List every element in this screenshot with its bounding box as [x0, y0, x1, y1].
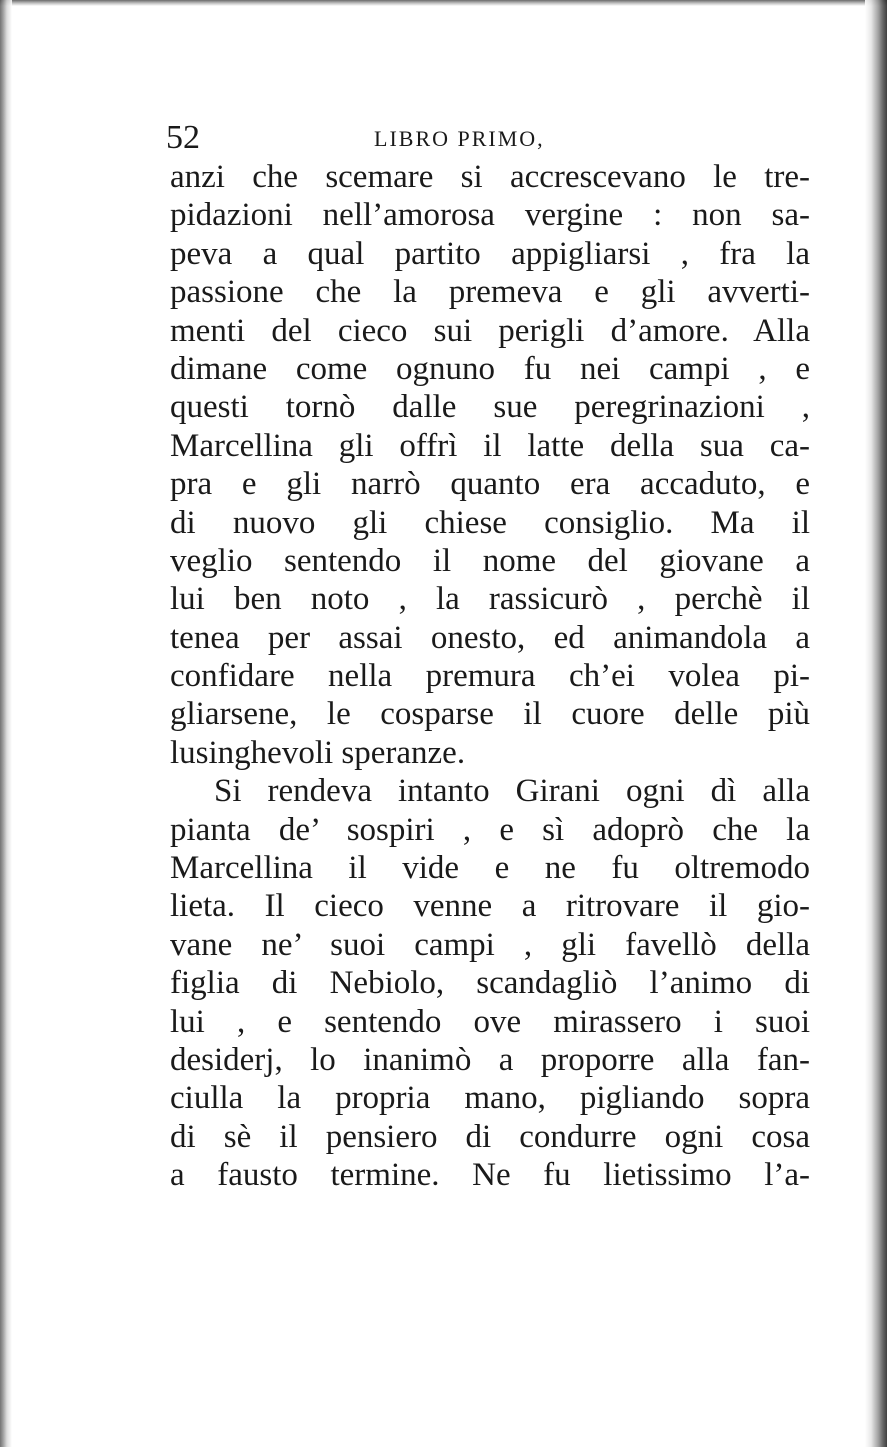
text-line: veglio sentendo il nome del giovane a [170, 542, 810, 579]
text-line: desiderj, lo inanimò a proporre alla fan- [170, 1041, 810, 1078]
text-line: Si rendeva intanto Girani ogni dì alla [214, 773, 810, 810]
text-line: menti del cieco sui perigli d’amore. Alla [170, 312, 810, 349]
text-line: questi tornò dalle sue peregrinazioni , [170, 389, 810, 426]
text-line: tenea per assai onesto, ed animandola a [170, 619, 810, 656]
scan-edge-left [0, 0, 12, 1447]
page-header [166, 118, 616, 158]
text-line: pianta de’ sospiri , e sì adoprò che la [170, 811, 810, 848]
text-line: di sè il pensiero di condurre ogni cosa [170, 1118, 810, 1155]
text-line: Marcellina gli offrì il latte della sua ca- [170, 427, 810, 464]
text-line: pidazioni nell’amorosa vergine : non sa- [170, 197, 810, 234]
text-line: lieta. Il cieco venne a ritrovare il gio- [170, 888, 810, 925]
running-head: LIBRO PRIMO, [374, 126, 545, 151]
text-line: vane ne’ suoi campi , gli favellò della [170, 926, 810, 963]
text-line: anzi che scemare si accrescevano le tre- [170, 159, 810, 195]
text-line: passione che la premeva e gli avverti- [170, 274, 810, 311]
text-line: pra e gli narrò quanto era accaduto, e [170, 466, 810, 503]
text-line: ciulla la propria mano, pigliando sopra [170, 1080, 810, 1117]
text-line: lusinghevoli speranze. [170, 734, 466, 771]
text-line: dimane come ognuno fu nei campi , e [170, 350, 810, 387]
scan-edge-top [0, 0, 887, 6]
text-line: figlia di Nebiolo, scandagliò l’animo di [170, 965, 810, 1002]
paragraph-1 [170, 158, 810, 772]
text-line: gliarsene, le cosparse il cuore delle più [170, 696, 810, 733]
text-line: confidare nella premura ch’ei volea pi- [170, 658, 810, 695]
paragraph-2 [170, 772, 810, 1194]
text-line: lui ben noto , la rassicurò , perchè il [170, 581, 810, 618]
text-line: di nuovo gli chiese consiglio. Ma il [170, 504, 810, 541]
scan-edge-right [865, 0, 887, 1447]
text-line: peva a qual partito appigliarsi , fra la [170, 235, 810, 272]
text-line: Marcellina il vide e ne fu oltremodo [170, 850, 810, 887]
page-number: 52 [166, 119, 200, 156]
text-line: a fausto termine. Ne fu lietissimo l’a- [170, 1157, 810, 1194]
text-line: lui , e sentendo ove mirassero i suoi [170, 1003, 810, 1040]
text-block [170, 158, 810, 1195]
